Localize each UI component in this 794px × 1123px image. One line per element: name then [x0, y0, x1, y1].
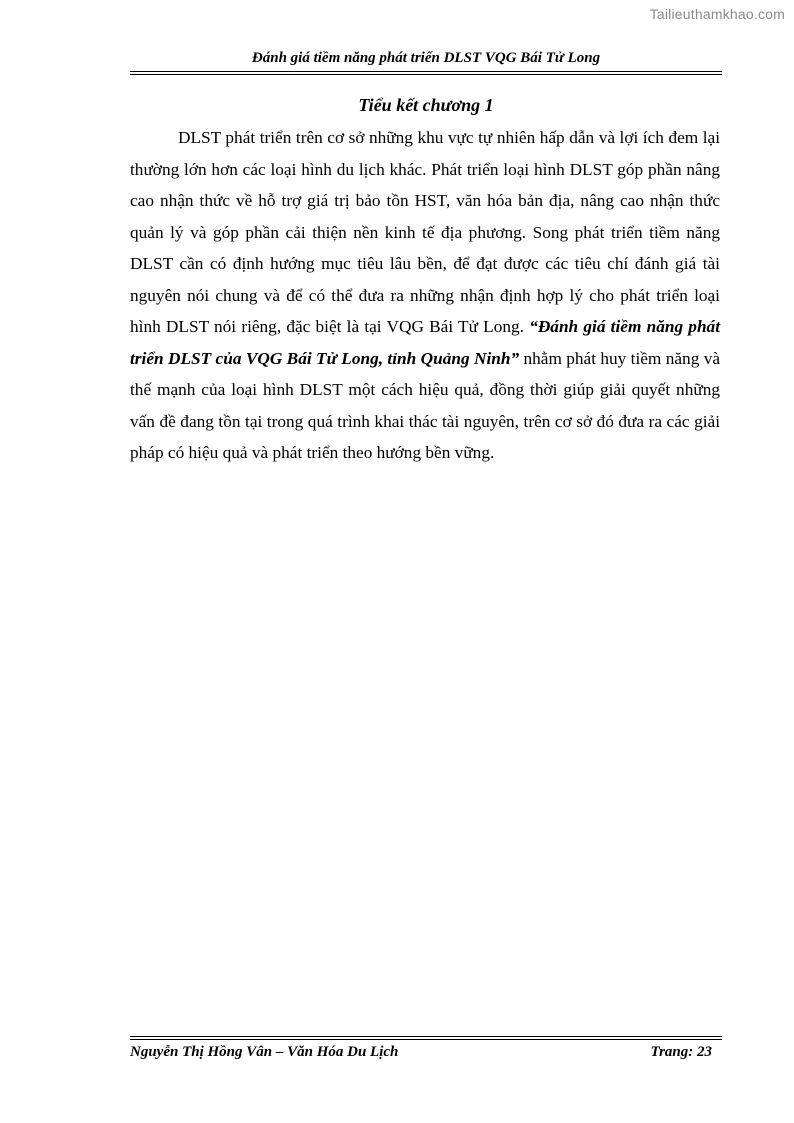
footer-author: Nguyễn Thị Hồng Vân – Văn Hóa Du Lịch: [130, 1044, 399, 1060]
body-paragraph: [130, 122, 720, 469]
header-rule: [130, 71, 722, 72]
body-text-after: nhằm phát huy tiềm năng và thế mạnh của loại hình DLST một cách hiệu quả, đồng thời giúp giải quyết những vấn đề đang tồn tại trong quá trình khai thác tài nguyên, trên cơ sở đó đưa ra các giải pháp có hiệu quả và phát triển theo hướng bền vững.: [130, 348, 721, 462]
body-text-emphasis: “Đánh giá tiềm năng phát triển DLST của VQG Bái Tử Long, tỉnh Quảng Ninh”: [130, 317, 720, 368]
page-number: Trang: 23: [650, 1044, 712, 1060]
watermark: Tailieuthamkhao.com: [649, 6, 785, 22]
page-header: Đánh giá tiềm năng phát triển DLST VQG Bái Tử Long: [251, 50, 601, 66]
chapter-title: Tiểu kết chương 1: [358, 95, 494, 115]
footer-rule: [130, 1036, 722, 1037]
body-text-before: DLST phát triển trên cơ sở những khu vực tự nhiên hấp dẫn và lợi ích đem lại thường lớn hơn các loại hình du lịch khác. Phát triển loại hình DLST góp phần nâng cao nhận thức về hỗ trợ giá trị bảo tồn HST, văn hóa bản địa, nâng cao nhận thức quản lý và góp phần cải thiện nền kinh tế địa phương. Song phát triển tiềm năng DLST cần có định hướng mục tiêu lâu bền, để đạt được các tiêu chí đánh giá tài nguyên nói chung và để có thể đưa ra những nhận định hợp lý cho phát triển loại hình DLST nói riêng, đặc biệt là tại VQG Bái Tử Long.: [130, 128, 720, 336]
footer-rule-secondary: [130, 1039, 722, 1040]
header-rule-secondary: [130, 74, 722, 75]
